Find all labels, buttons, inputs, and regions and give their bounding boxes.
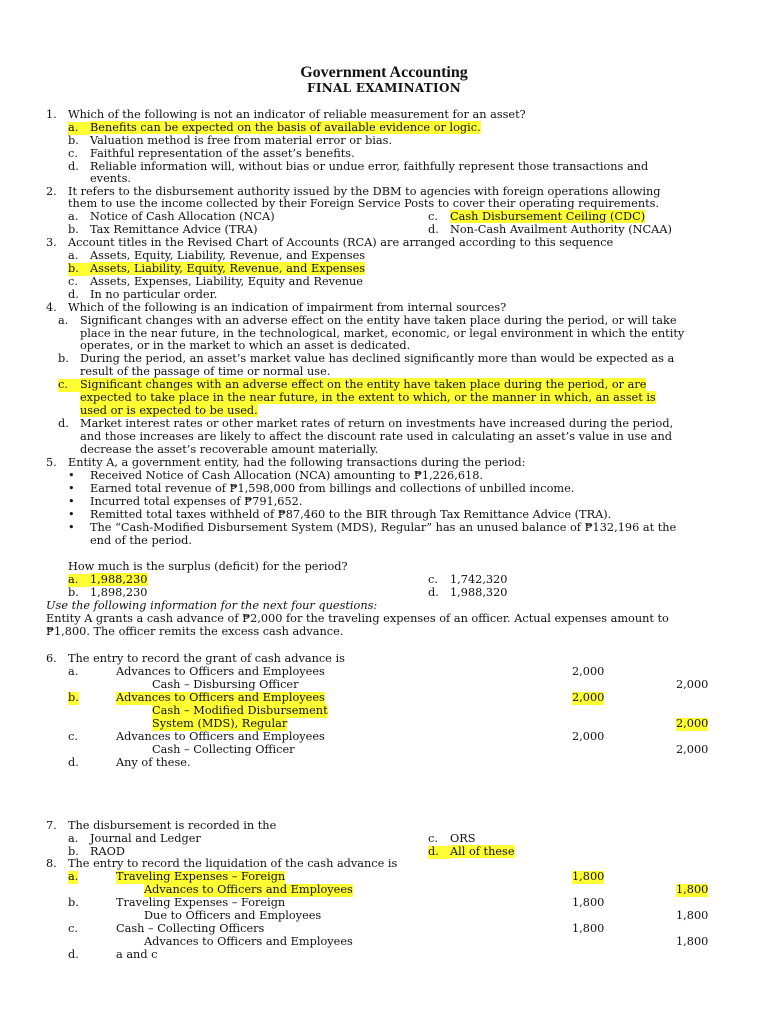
question-3-option-a: a. Assets, Equity, Liability, Revenue, and Expenses	[68, 249, 366, 262]
question-5-option-b: b. 1,898,230	[68, 586, 148, 599]
question-1-stem: 1. Which of the following is not an indicator of reliable measurement for an asset?	[46, 108, 526, 121]
question-2-option-b: b. Tax Remittance Advice (TRA)	[68, 223, 258, 236]
question-4-option-a-cont2: operates, or in the market to which an asset is dedicated.	[80, 339, 411, 352]
question-4-option-d-cont1: and those increases are likely to affect the discount rate used in calculating an asset’s value in use and	[80, 430, 672, 443]
question-5-bullet: • Received Notice of Cash Allocation (NCA) amounting to ₱1,226,618.	[68, 469, 483, 482]
question-3-option-c: c. Assets, Expenses, Liability, Equity and Revenue	[68, 275, 363, 288]
question-6-d-text: Any of these.	[116, 756, 191, 769]
question-8-b-credit-amount: 1,800	[676, 909, 709, 922]
question-8-d-text: a and c	[116, 948, 158, 961]
question-2-option-d: d. Non-Cash Availment Authority (NCAA)	[428, 223, 672, 236]
question-8-c-credit-amount: 1,800	[676, 935, 709, 948]
document-title: Government Accounting	[300, 64, 468, 81]
question-1-option-b: b. Valuation method is free from material error or bias.	[68, 134, 393, 147]
question-4-stem: 4. Which of the following is an indication of impairment from internal sources?	[46, 301, 507, 314]
question-2-option-a: a. Notice of Cash Allocation (NCA)	[68, 210, 275, 223]
question-2-option-c: c. Cash Disbursement Ceiling (CDC)	[428, 210, 646, 223]
question-6-option-c: c.	[68, 730, 78, 743]
question-4-option-b-cont: result of the passage of time or normal use.	[80, 365, 331, 378]
question-5-stem: 5. Entity A, a government entity, had the following transactions during the period:	[46, 456, 526, 469]
question-8-a-credit-amount: 1,800	[676, 883, 709, 896]
question-8-b-debit-amount: 1,800	[572, 896, 605, 909]
question-5-bullet: • Earned total revenue of ₱1,598,000 from billings and collections of unbilled income.	[68, 482, 575, 495]
question-8-c-credit: Advances to Officers and Employees	[144, 935, 353, 948]
question-7-option-d: d. All of these	[428, 845, 515, 858]
question-4-option-c-cont2: used or is expected to be used.	[80, 404, 258, 417]
question-2-stem-cont: them to use the income collected by their Foreign Service Posts to cover their operating requirements.	[68, 197, 660, 210]
question-3-option-b: b. Assets, Liability, Equity, Revenue, and Expenses	[68, 262, 366, 275]
info-line-2: ₱1,800. The officer remits the excess cash advance.	[46, 625, 344, 638]
question-4-option-d-cont2: decrease the asset’s recoverable amount materially.	[80, 443, 379, 456]
question-6-b-debit-amount: 2,000	[572, 691, 605, 704]
question-6-b-debit: Advances to Officers and Employees	[116, 691, 325, 704]
question-6-a-debit: Advances to Officers and Employees	[116, 665, 325, 678]
question-8-stem: 8. The entry to record the liquidation of the cash advance is	[46, 857, 398, 870]
question-4-option-a-cont1: place in the near future, in the technological, market, economic, or legal environment in which the entity	[80, 327, 685, 340]
question-3-option-d: d. In no particular order.	[68, 288, 218, 301]
question-6-b-credit: Cash – Modified Disbursement	[152, 704, 328, 717]
question-8-option-d: d.	[68, 948, 79, 961]
question-6-c-credit-amount: 2,000	[676, 743, 709, 756]
question-6-c-debit-amount: 2,000	[572, 730, 605, 743]
question-8-b-debit: Traveling Expenses – Foreign	[116, 896, 286, 909]
question-4-option-b: b. During the period, an asset’s market value has declined significantly more than would be expected as a	[58, 352, 675, 365]
question-5-bullet-cont: end of the period.	[90, 534, 193, 547]
question-7-stem: 7. The disbursement is recorded in the	[46, 819, 277, 832]
question-6-c-debit: Advances to Officers and Employees	[116, 730, 325, 743]
question-6-stem: 6. The entry to record the grant of cash advance is	[46, 652, 345, 665]
question-8-c-debit: Cash – Collecting Officers	[116, 922, 265, 935]
question-5-option-a: a. 1,988,230	[68, 573, 148, 586]
question-5-bullet: • Incurred total expenses of ₱791,652.	[68, 495, 303, 508]
info-line-1: Entity A grants a cash advance of ₱2,000 for the traveling expenses of an officer. Actual expenses amount to	[46, 612, 669, 625]
question-6-option-d: d.	[68, 756, 79, 769]
question-7-option-a: a. Journal and Ledger	[68, 832, 201, 845]
question-6-b-credit-cont: System (MDS), Regular	[152, 717, 288, 730]
question-8-a-debit: Traveling Expenses – Foreign	[116, 870, 286, 883]
question-6-option-a: a.	[68, 665, 79, 678]
question-8-a-debit-amount: 1,800	[572, 870, 605, 883]
question-2-stem: 2. It refers to the disbursement authority issued by the DBM to agencies with foreign operations allowing	[46, 185, 661, 198]
question-6-a-debit-amount: 2,000	[572, 665, 605, 678]
question-7-option-b: b. RAOD	[68, 845, 125, 858]
question-1-option-c: c. Faithful representation of the asset’s benefits.	[68, 147, 355, 160]
question-5-bullet: • Remitted total taxes withheld of ₱87,460 to the BIR through Tax Remittance Advice (TRA).	[68, 508, 612, 521]
question-6-option-b: b.	[68, 691, 79, 704]
question-5-option-d: d. 1,988,320	[428, 586, 508, 599]
question-7-option-c: c. ORS	[428, 832, 476, 845]
question-8-option-c: c.	[68, 922, 78, 935]
question-4-option-d: d. Market interest rates or other market rates of return on investments have increased during the period,	[58, 417, 674, 430]
question-8-a-credit: Advances to Officers and Employees	[144, 883, 353, 896]
question-5-bullet: • The “Cash-Modified Disbursement System (MDS), Regular” has an unused balance of ₱132,196 at the	[68, 521, 677, 534]
question-1-option-a: a. Benefits can be expected on the basis of available evidence or logic.	[68, 121, 481, 134]
question-6-c-credit: Cash – Collecting Officer	[152, 743, 295, 756]
question-4-option-c: c. Significant changes with an adverse effect on the entity have taken place during the period, or are	[58, 378, 647, 391]
info-note: Use the following information for the next four questions:	[46, 599, 378, 612]
question-1-option-d-cont: events.	[90, 172, 131, 185]
question-5-question: How much is the surplus (deficit) for the period?	[68, 560, 348, 573]
question-4-option-a: a. Significant changes with an adverse effect on the entity have taken place during the period, or will take	[58, 314, 677, 327]
question-8-option-a: a.	[68, 870, 79, 883]
question-3-stem: 3. Account titles in the Revised Chart of Accounts (RCA) are arranged according to this sequence	[46, 236, 614, 249]
question-1-option-d: d. Reliable information will, without bias or undue error, faithfully represent those transactions and	[68, 160, 649, 173]
question-6-a-credit: Cash – Disbursing Officer	[152, 678, 299, 691]
question-8-c-debit-amount: 1,800	[572, 922, 605, 935]
question-8-b-credit: Due to Officers and Employees	[144, 909, 322, 922]
question-5-option-c: c. 1,742,320	[428, 573, 508, 586]
question-8-option-b: b.	[68, 896, 79, 909]
document-subtitle: FINAL EXAMINATION	[307, 81, 461, 95]
question-6-a-credit-amount: 2,000	[676, 678, 709, 691]
question-4-option-c-cont1: expected to take place in the near future, in the extent to which, or the manner in which, an asset is	[80, 391, 656, 404]
question-6-b-credit-amount: 2,000	[676, 717, 709, 730]
